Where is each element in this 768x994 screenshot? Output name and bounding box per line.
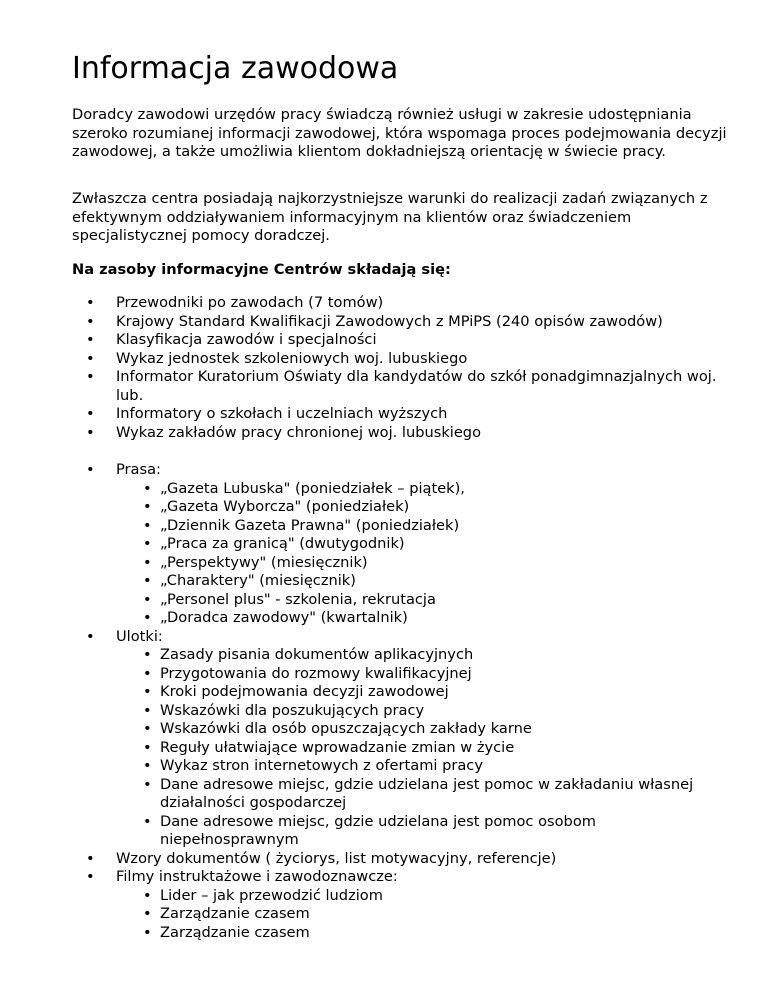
list-item: • Informatory o szkołach i uczelniach wyższych <box>72 405 732 424</box>
ulotki-item: • Wykaz stron internetowych z ofertami pracy <box>72 757 732 776</box>
media-list <box>72 461 732 942</box>
resources-list <box>72 294 732 442</box>
ulotki-item: • Reguły ułatwiające wprowadzanie zmian w życie <box>72 739 732 758</box>
prasa-item: • „Charaktery" (miesięcznik) <box>72 572 732 591</box>
filmy-item: • Lider – jak przewodzić ludziom <box>72 887 732 906</box>
list-item: • Przewodniki po zawodach (7 tomów) <box>72 294 732 313</box>
ulotki-item: • Wskazówki dla osób opuszczających zakłady karne <box>72 720 732 739</box>
centers-paragraph: Zwłaszcza centra posiadają najkorzystniejsze warunki do realizacji zadań związanych z efektywnym oddziaływaniem informacyjnym na klientów oraz świadczeniem specjalistycznej pomocy doradczej. <box>72 190 708 244</box>
list-item: • Wykaz jednostek szkoleniowych woj. lubuskiego <box>72 350 732 369</box>
ulotki-item: • Przygotowania do rozmowy kwalifikacyjnej <box>72 665 732 684</box>
prasa-item: • „Praca za granicą" (dwutygodnik) <box>72 535 732 554</box>
prasa-item: • „Gazeta Lubuska" (poniedziałek – piątek), <box>72 480 732 499</box>
prasa-label: • Prasa: <box>72 461 732 480</box>
filmy-item: • Zarządzanie czasem <box>72 905 732 924</box>
ulotki-item: • Zasady pisania dokumentów aplikacyjnych <box>72 646 732 665</box>
wzory-item: • Wzory dokumentów ( życiorys, list motywacyjny, referencje) <box>72 850 732 869</box>
prasa-item: • „Perspektywy" (miesięcznik) <box>72 554 732 573</box>
ulotki-item: • Wskazówki dla poszukujących pracy <box>72 702 732 721</box>
filmy-label: • Filmy instruktażowe i zawodoznawcze: <box>72 868 732 887</box>
resources-heading: Na zasoby informacyjne Centrów składają się: <box>72 261 451 278</box>
filmy-item: • Zarządzanie czasem <box>72 924 732 943</box>
prasa-item: • „Gazeta Wyborcza" (poniedziałek) <box>72 498 732 517</box>
intro-paragraph: Doradcy zawodowi urzędów pracy świadczą również usługi w zakresie udostępniania szeroko rozumianej informacji zawodowej, która wspomaga proces podejmowania decyzji zawodowej, a także umożliwia klientom dokładniejszą orientację w świecie pracy. <box>72 106 727 160</box>
list-item: • Klasyfikacja zawodów i specjalności <box>72 331 732 350</box>
ulotki-label: • Ulotki: <box>72 628 732 647</box>
ulotki-item: • Kroki podejmowania decyzji zawodowej <box>72 683 732 702</box>
list-item: • Krajowy Standard Kwalifikacji Zawodowych z MPiPS (240 opisów zawodów) <box>72 313 732 332</box>
prasa-item: • „Personel plus" - szkolenia, rekrutacja <box>72 591 732 610</box>
list-item: • Wykaz zakładów pracy chronionej woj. lubuskiego <box>72 424 732 443</box>
prasa-item: • „Doradca zawodowy" (kwartalnik) <box>72 609 732 628</box>
prasa-item: • „Dziennik Gazeta Prawna" (poniedziałek) <box>72 517 732 536</box>
page-title: Informacja zawodowa <box>72 51 399 86</box>
ulotki-item: • Dane adresowe miejsc, gdzie udzielana jest pomoc w zakładaniu własnej działalności gospodarczej <box>72 776 732 813</box>
ulotki-item: • Dane adresowe miejsc, gdzie udzielana jest pomoc osobom niepełnosprawnym <box>72 813 732 850</box>
list-item: • Informator Kuratorium Oświaty dla kandydatów do szkół ponadgimnazjalnych woj. lub. <box>72 368 732 405</box>
